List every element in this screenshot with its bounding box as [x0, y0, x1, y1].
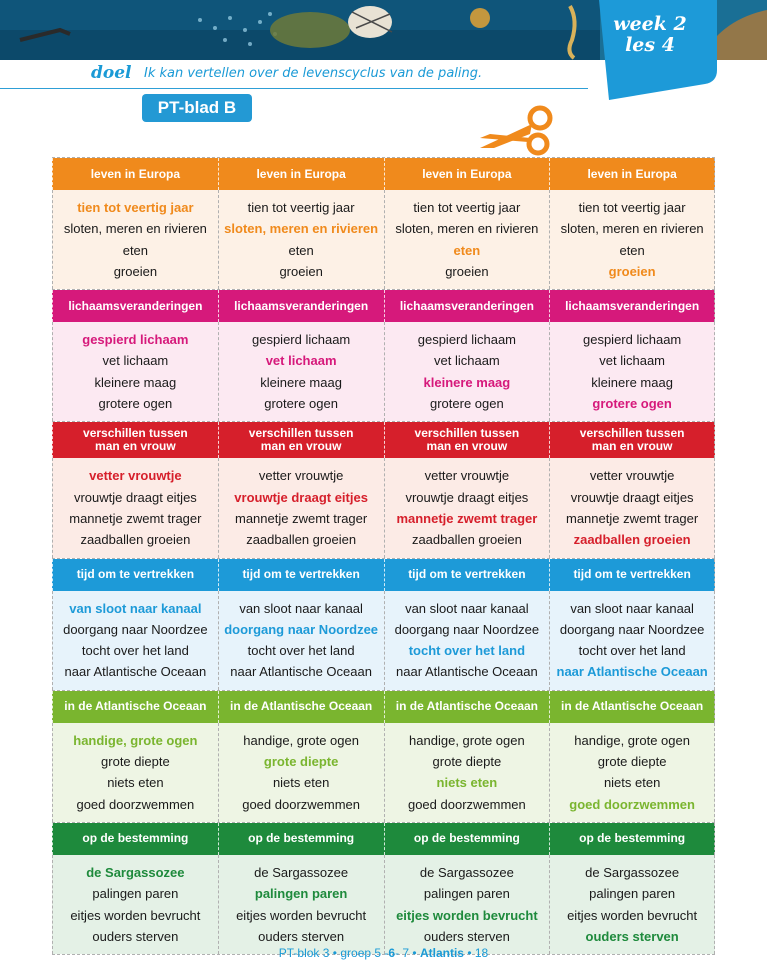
card-line: vrouwtje draagt eitjes: [570, 489, 694, 505]
section-header-cell: tijd om te vertrekken: [52, 559, 218, 591]
card-line: sloten, meren en rivieren: [63, 221, 207, 237]
section-header-cell: [218, 422, 384, 458]
card-line: vet lichaam: [599, 353, 665, 369]
card-cell: [218, 591, 384, 690]
card-line: vetter vrouwtje: [424, 468, 510, 484]
card-line: grote diepte: [432, 754, 502, 770]
card-cell: [52, 322, 218, 421]
card-line: naar Atlantische Oceaan: [64, 664, 207, 680]
card-line: grote diepte: [101, 754, 170, 770]
card-line: eten: [122, 242, 149, 258]
card-line: zaadballen groeien: [573, 532, 691, 548]
section-header-cell: in de Atlantische Oceaan: [52, 691, 218, 723]
section-header-cell: leven in Europa: [218, 158, 384, 190]
card-line: de Sargassozee: [86, 864, 185, 880]
card-cell: [384, 591, 550, 690]
doel-text: Ik kan vertellen over de levenscyclus van de paling.: [144, 66, 483, 81]
card-cell: [52, 458, 218, 557]
card-grid: [52, 157, 715, 955]
card-line: gespierd lichaam: [582, 332, 682, 348]
section-header-cell: in de Atlantische Oceaan: [384, 691, 550, 723]
card-line: mannetje zwemt trager: [69, 510, 202, 526]
card-line: sloten, meren en rivieren: [395, 221, 539, 237]
card-cell: [549, 591, 715, 690]
card-line: groeien: [279, 263, 323, 279]
card-cell: [384, 458, 550, 557]
card-line: eten: [288, 242, 314, 258]
doel-label: doel: [91, 63, 132, 83]
card-line: vetter vrouwtje: [258, 468, 344, 484]
footer-brand: Atlantis: [419, 946, 464, 960]
card-cell: [218, 190, 384, 289]
card-line: doorgang naar Noordzee: [394, 621, 540, 637]
card-line: vrouwtje draagt eitjes: [405, 489, 529, 505]
card-line: grotere ogen: [592, 396, 672, 412]
card-cell: [549, 458, 715, 557]
card-line: palingen paren: [589, 886, 676, 902]
card-line: vetter vrouwtje: [589, 468, 675, 484]
card-cell: [384, 723, 550, 822]
card-line: kleinere maag: [260, 374, 342, 390]
section-header-line: verschillen tussen: [83, 426, 188, 441]
footer-groep-end: - 7: [395, 946, 410, 960]
card-line: ouders sterven: [92, 928, 179, 944]
section-header-cell: leven in Europa: [384, 158, 550, 190]
section-body-row: [52, 458, 715, 557]
card-line: niets eten: [603, 775, 661, 791]
section-header-cell: [52, 422, 218, 458]
card-line: gespierd lichaam: [417, 332, 517, 348]
footer-blok: PT-blok 3: [278, 946, 330, 960]
card-line: eten: [619, 242, 645, 258]
section-header-cell: tijd om te vertrekken: [218, 559, 384, 591]
section-body-row: [52, 591, 715, 690]
page-footer: [0, 946, 767, 960]
section-header-cell: op de bestemming: [384, 823, 550, 855]
card-cell: [384, 855, 550, 954]
card-cell: [549, 855, 715, 954]
section-header-line: man en vrouw: [95, 439, 176, 454]
card-line: tocht over het land: [408, 643, 526, 659]
card-line: groeien: [445, 263, 489, 279]
section-body-row: [52, 322, 715, 421]
card-line: palingen paren: [92, 886, 179, 902]
card-line: grotere ogen: [98, 396, 173, 412]
card-line: vrouwtje draagt eitjes: [73, 489, 197, 505]
section-header-line: verschillen tussen: [248, 426, 354, 441]
card-cell: [52, 855, 218, 954]
card-line: gespierd lichaam: [251, 332, 351, 348]
card-line: tien tot veertig jaar: [247, 200, 355, 215]
card-line: de Sargassozee: [419, 864, 514, 880]
card-line: doorgang naar Noordzee: [63, 621, 208, 637]
card-line: grote diepte: [597, 754, 667, 770]
section-header-cell: [549, 422, 715, 458]
card-line: vet lichaam: [102, 353, 169, 369]
card-line: tien tot veertig jaar: [413, 200, 521, 215]
section-header-line: verschillen tussen: [579, 426, 685, 441]
card-line: niets eten: [436, 775, 498, 791]
section-header-line: man en vrouw: [426, 439, 508, 454]
footer-dot: •: [412, 946, 417, 960]
card-line: mannetje zwemt trager: [396, 510, 538, 526]
card-line: goed doorzwemmen: [569, 796, 695, 812]
card-line: ouders sterven: [585, 928, 679, 944]
section-header-cell: leven in Europa: [549, 158, 715, 190]
section-header-row: [52, 158, 715, 190]
card-line: eitjes worden bevrucht: [396, 907, 538, 923]
card-line: zaadballen groeien: [411, 532, 522, 548]
card-line: goed doorzwemmen: [76, 796, 195, 812]
week-label: [605, 14, 695, 56]
card-line: vet lichaam: [265, 353, 337, 369]
card-line: eitjes worden bevrucht: [567, 907, 698, 923]
footer-groep-bold: 6: [388, 946, 396, 960]
card-line: goed doorzwemmen: [407, 796, 526, 812]
card-line: tocht over het land: [81, 643, 189, 659]
card-line: tocht over het land: [247, 643, 355, 659]
card-line: ouders sterven: [258, 928, 345, 944]
card-line: van sloot naar kanaal: [570, 600, 694, 616]
card-line: eitjes worden bevrucht: [236, 907, 367, 923]
section-header-cell: op de bestemming: [52, 823, 218, 855]
section-header-cell: lichaamsveranderingen: [218, 290, 384, 322]
card-line: doorgang naar Noordzee: [224, 621, 379, 637]
section-body-row: [52, 723, 715, 822]
card-line: mannetje zwemt trager: [235, 510, 368, 526]
card-line: grote diepte: [263, 754, 339, 770]
section-header-cell: [384, 422, 550, 458]
card-line: zaadballen groeien: [246, 532, 357, 548]
card-line: tien tot veertig jaar: [77, 200, 194, 215]
doel-divider: [0, 88, 588, 89]
section-header-cell: tijd om te vertrekken: [384, 559, 550, 591]
card-line: kleinere maag: [423, 374, 511, 390]
card-cell: [218, 322, 384, 421]
footer-dot: •: [332, 946, 337, 960]
section-header-row: [52, 290, 715, 322]
card-line: sloten, meren en rivieren: [224, 221, 379, 237]
card-line: handige, grote ogen: [73, 732, 198, 748]
card-cell: [52, 190, 218, 289]
card-line: tocht over het land: [578, 643, 686, 659]
scissors-icon: [476, 104, 556, 156]
card-line: tien tot veertig jaar: [578, 200, 686, 215]
card-line: de Sargassozee: [585, 864, 680, 880]
section-header-row: [52, 691, 715, 723]
card-line: naar Atlantische Oceaan: [556, 664, 708, 680]
card-line: kleinere maag: [591, 374, 673, 390]
card-line: goed doorzwemmen: [242, 796, 361, 812]
card-line: grotere ogen: [264, 396, 338, 412]
card-line: naar Atlantische Oceaan: [396, 664, 538, 680]
card-line: handige, grote ogen: [409, 732, 525, 748]
section-header-cell: lichaamsveranderingen: [52, 290, 218, 322]
section-header-line: man en vrouw: [591, 439, 673, 454]
section-header-cell: in de Atlantische Oceaan: [549, 691, 715, 723]
section-header-row: [52, 823, 715, 855]
card-line: naar Atlantische Oceaan: [230, 664, 372, 680]
card-line: vetter vrouwtje: [89, 468, 182, 484]
section-header-row: [52, 559, 715, 591]
section-header-row: [52, 422, 715, 458]
card-line: van sloot naar kanaal: [405, 600, 529, 616]
card-line: sloten, meren en rivieren: [560, 221, 704, 237]
card-line: eten: [453, 242, 481, 258]
section-header-cell: in de Atlantische Oceaan: [218, 691, 384, 723]
sheet-title: PT-blad B: [142, 94, 252, 122]
card-line: zaadballen groeien: [80, 532, 191, 548]
footer-page: 18: [474, 946, 489, 960]
card-cell: [218, 458, 384, 557]
card-cell: [384, 322, 550, 421]
card-line: groeien: [608, 263, 656, 279]
card-line: eitjes worden bevrucht: [70, 907, 201, 923]
card-line: van sloot naar kanaal: [69, 600, 202, 616]
section-header-cell: tijd om te vertrekken: [549, 559, 715, 591]
card-cell: [218, 855, 384, 954]
card-cell: [549, 190, 715, 289]
les-number: les 4: [625, 34, 675, 56]
section-header-cell: leven in Europa: [52, 158, 218, 190]
card-line: kleinere maag: [94, 374, 177, 390]
card-line: niets eten: [107, 775, 164, 791]
section-header-line: man en vrouw: [260, 439, 342, 454]
card-line: groeien: [113, 263, 158, 279]
card-line: handige, grote ogen: [243, 732, 359, 748]
card-line: gespierd lichaam: [82, 332, 189, 348]
card-line: niets eten: [272, 775, 330, 791]
card-line: mannetje zwemt trager: [566, 510, 699, 526]
card-cell: [549, 322, 715, 421]
card-line: palingen paren: [254, 886, 348, 902]
section-header-cell: op de bestemming: [549, 823, 715, 855]
card-cell: [549, 723, 715, 822]
section-header-cell: op de bestemming: [218, 823, 384, 855]
card-line: handige, grote ogen: [574, 732, 690, 748]
section-body-row: [52, 190, 715, 289]
card-cell: [52, 723, 218, 822]
card-line: de Sargassozee: [254, 864, 349, 880]
footer-groep: groep 5 -: [340, 946, 389, 960]
footer-dot: •: [467, 946, 472, 960]
card-line: doorgang naar Noordzee: [559, 621, 705, 637]
card-line: vet lichaam: [434, 353, 500, 369]
section-header-cell: lichaamsveranderingen: [549, 290, 715, 322]
card-line: palingen paren: [423, 886, 510, 902]
card-line: grotere ogen: [430, 396, 504, 412]
card-cell: [52, 591, 218, 690]
section-header-cell: lichaamsveranderingen: [384, 290, 550, 322]
card-cell: [384, 190, 550, 289]
section-header-line: verschillen tussen: [414, 426, 520, 441]
card-line: ouders sterven: [423, 928, 510, 944]
week-number: week 2: [613, 13, 687, 35]
card-line: van sloot naar kanaal: [239, 600, 363, 616]
card-line: vrouwtje draagt eitjes: [234, 489, 368, 505]
section-body-row: [52, 855, 715, 954]
card-cell: [218, 723, 384, 822]
